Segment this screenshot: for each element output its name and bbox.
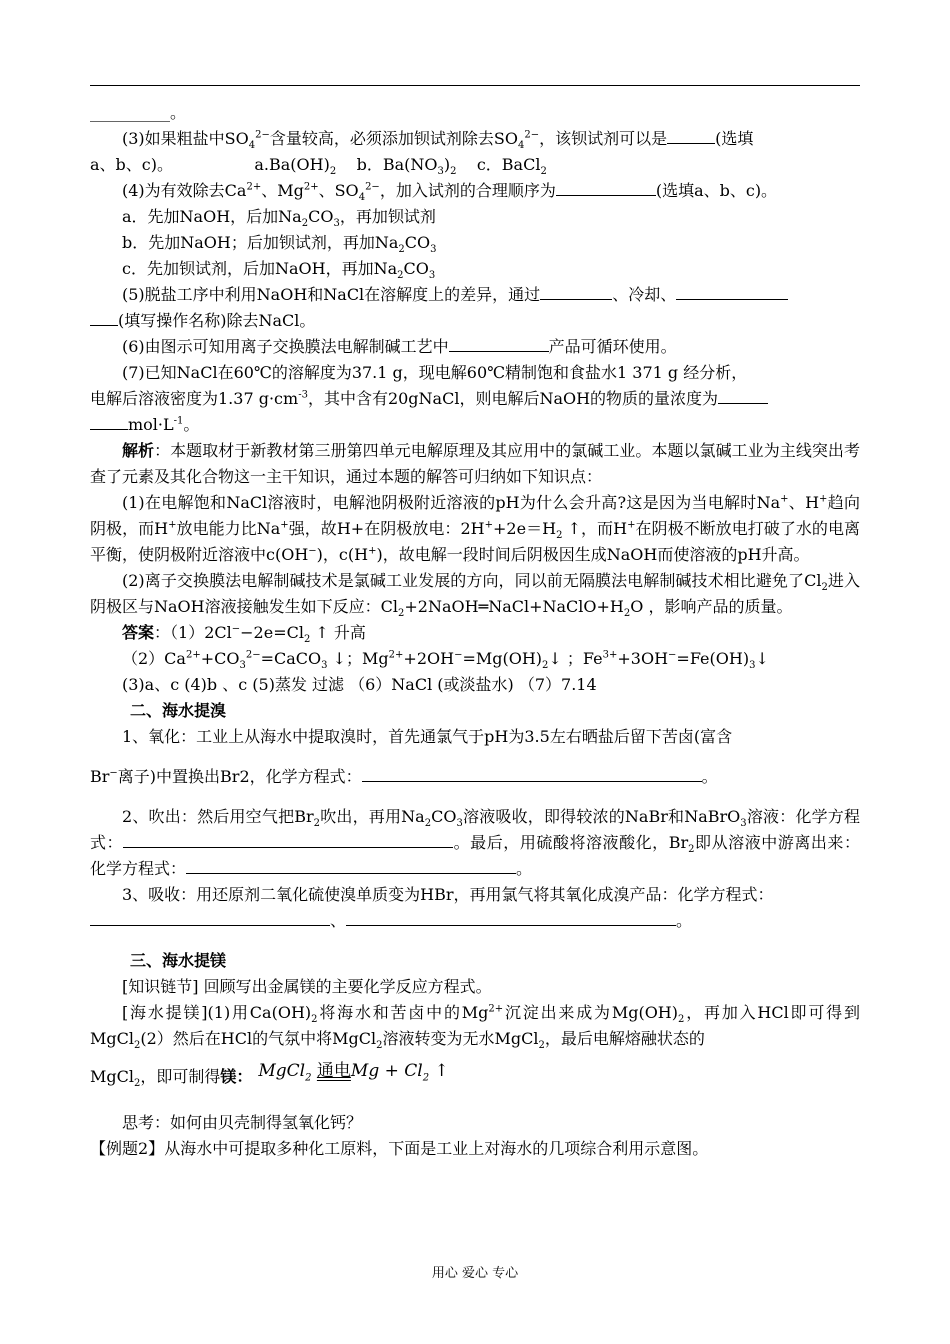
example-2: 【例题2】从海水中可提取多种化工原料，下面是工业上对海水的几项综合利用示意图。	[90, 1139, 709, 1158]
section-2-step-1: 1、氧化：工业上从海水中提取溴时，首先通氯气于pH为3.5左右晒盐后留下苦卤(富含	[122, 727, 733, 746]
answer-line-3: (3)a、c (4)b 、c (5)蒸发 过滤 （6）NaCl (或淡盐水) （7）7.14	[122, 675, 597, 694]
section-2-title: 二、海水提溴	[130, 701, 227, 720]
question-7: (7)已知NaCl在60℃的溶解度为37.1 g，现电解60℃精制饱和食盐水1 371 g 经分析， 电解后溶液密度为1.37 $g\cdot cm^{-3}$，其中含有20gNaCl，则电解后NaOH的物质的量浓度为 $mol\cdot L^{-1}$。	[90, 360, 860, 438]
analysis-point-1: (1)在电解饱和NaCl溶液时，电解池阴极附近溶液的pH为什么会升高?这是因为当电解时Na+、H+趋向阴极，而H+放电能力比Na+强，故H+在阴极放电：$2H^++2e=H_2$ ↑，而H+在阴极不断放电打破了水的电离平衡，使阴极附近溶液中c(OH−)，c(H+)，故电解一段时间后阴极因生成NaOH而使溶液的pH升高。	[90, 493, 860, 564]
document-body	[90, 100, 860, 1162]
section-3-think: 思考：如何由贝壳制得氢氧化钙？	[122, 1113, 363, 1132]
question-4-option-c: c．先加钡试剂，后加NaOH，再加$Na_2CO_3$	[122, 259, 436, 282]
section-3-title: 三、海水提镁	[130, 951, 227, 970]
question-4-option-a: a．先加NaOH，后加$Na_2CO_3$，再加钡试剂	[122, 207, 436, 230]
question-6: (6)由图示可知用离子交换膜法电解制碱工艺中 产品可循环使用。	[122, 337, 677, 356]
analysis-point-2: (2)离子交换膜法电解制碱技术是氯碱工业发展的方向，同以前无隔膜法电解制碱技术相比避免了$Cl_2$进入阴极区与NaOH溶液接触发生如下反应：$Cl_2+2NaOH═NaCl+NaClO+H_2O$ ，影响产品的质量。	[90, 571, 860, 620]
section-3-mg-process: [海水提镁](1)用$Ca(OH)_2$将海水和苦卤中的$Mg^{2+}$沉淀出来成为$Mg(OH)_2$，再加入HCl即可得到MgCl$_2$(2）然后在HCl的气氛中将MgCl$_2$溶液转变为无水MgCl$_2$，最后电解熔融状态的	[90, 1003, 860, 1052]
section-2-step-3: 3、吸收：用还原剂二氧化硫使溴单质变为HBr，再用氯气将其氧化成溴产品：化学方程式： 、 。	[90, 882, 860, 934]
electrolysis-equation: MgCl$_2$ 通电$Mg + Cl_2$ ↑	[258, 1061, 449, 1084]
answer-line-2: $(2)Ca^{2+}+CO_3^{2-}=CaCO_3$ ↓；$Mg^{2+}+2OH^-=Mg(OH)_2↓$ ；$Fe^{3+}+3OH^-=Fe(OH)_3↓$	[122, 649, 769, 672]
question-3: (3)如果粗盐中$SO_4^{2-}$含量较高，必须添加钡试剂除去$SO_4^{2-}$，该钡试剂可以是 (选填 a、b、c)。 $a.Ba(OH)_2$ b．$Ba(NO_3)_2$ c．BaCl$_2$	[90, 129, 754, 178]
question-4-option-b: b．先加NaOH；后加钡试剂，再加$Na_2CO_3$	[122, 233, 437, 256]
section-2-step-2: 2、吹出：然后用空气把$Br_2$吹出，再用$Na_2CO_3$溶液吸收，即得较浓的NaBr和NaBrO$_3$溶液：化学方程式： 。最后，用硫酸将溶液酸化，$Br_2$即从溶液中游离出来：化学方程式： 。	[90, 807, 860, 878]
top-fill-line: __________。	[90, 103, 187, 122]
section-3-mg-process-cont: MgCl$_2$，即可制得镁： MgCl$_2$ 通电$Mg + Cl_2$ ↑	[90, 1058, 860, 1090]
question-5: (5)脱盐工序中利用NaOH和NaCl在溶解度上的差异，通过 、冷却、 (填写操作名称)除去NaCl。	[90, 282, 860, 334]
section-3-knowledge-link: [知识链节] 回顾写出金属镁的主要化学反应方程式。	[122, 977, 492, 996]
page-footer: 用心 爱心 专心	[431, 1266, 519, 1281]
question-4: (4)为有效除去$Ca^{2+}$、$Mg^{2+}$、$SO_4^{2-}$，加入试剂的合理顺序为 (选填a、b、c)。	[122, 181, 778, 204]
section-2-step-1-cont: Br−离子)中置换出Br2，化学方程式： 。	[90, 767, 718, 786]
analysis-intro: 解析：本题取材于新教材第三册第四单元电解原理及其应用中的氯碱工业。本题以氯碱工业为主线突出考查了元素及其化合物这一主干知识，通过本题的解答可归纳如下知识点：	[90, 441, 860, 486]
answer-line-1: 答案：$(1)2Cl^--2e=Cl_2$ ↑ 升高	[122, 623, 366, 646]
header-rule	[90, 85, 860, 86]
